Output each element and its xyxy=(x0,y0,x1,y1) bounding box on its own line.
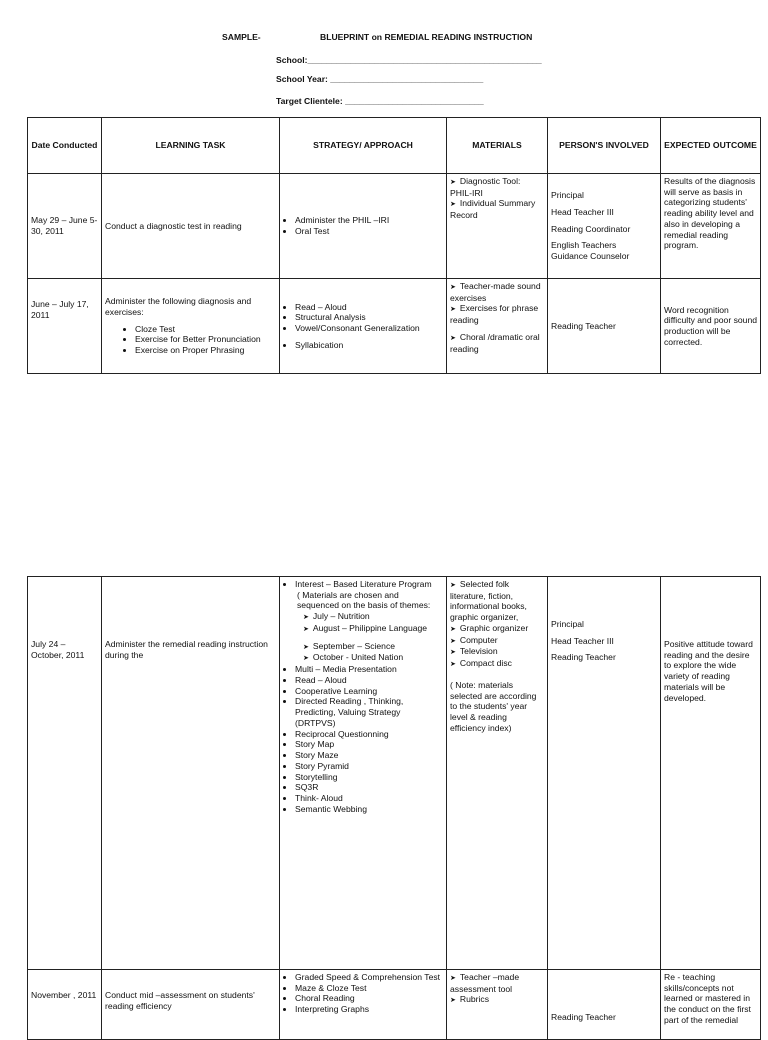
task-item: • Cloze Test xyxy=(135,324,276,335)
blueprint-table-2 xyxy=(27,576,761,1040)
strategy-item: • Oral Test xyxy=(295,226,443,237)
outcome-cell: Re - teaching skills/concepts not learned or mastered in the conduct on the first part of the remedial xyxy=(661,970,761,1040)
task-cell: Conduct a diagnostic test in reading xyxy=(102,174,280,279)
date-cell: May 29 – June 5- 30, 2011 xyxy=(28,174,102,279)
person-item: Principal xyxy=(551,619,584,629)
date-cell: November , 2011 xyxy=(28,970,102,1040)
table-row xyxy=(28,970,761,1040)
strategy-note: ( Materials are chosen and sequenced on the basis of themes: xyxy=(297,589,431,611)
strategy-cell xyxy=(280,279,447,374)
strategy-item: • Maze & Cloze Test xyxy=(295,983,443,994)
person-item: Reading Coordinator xyxy=(551,223,631,234)
task-text: Administer the following diagnosis and exercises: xyxy=(105,296,252,317)
material-item: ➤ Compact disc xyxy=(450,658,544,670)
table-row xyxy=(28,279,761,374)
theme-item: ➤ July – Nutrition xyxy=(303,611,443,623)
task-cell: Administer the remedial reading instruction during the xyxy=(102,577,280,970)
strategy-item: • Semantic Webbing xyxy=(295,804,443,815)
strategy-item: • Cooperative Learning xyxy=(295,686,443,697)
material-item: ➤ Television xyxy=(450,646,544,658)
persons-cell: Reading Teacher xyxy=(548,970,661,1040)
material-item: ➤ Computer xyxy=(450,635,544,647)
person-item: English Teachers xyxy=(551,240,617,251)
task-cell xyxy=(102,279,280,374)
strategy-item: • Syllabication xyxy=(295,340,443,351)
school-field: School:_________________________________________________ xyxy=(276,55,542,65)
sample-label: SAMPLE- xyxy=(222,32,261,42)
strategy-item: • Interest – Based Literature Program xyxy=(295,579,443,590)
materials-cell xyxy=(447,970,548,1040)
outcome-cell: Positive attitude toward reading and the desire to explore the wide variety of reading materials will be developed. xyxy=(661,577,761,970)
material-item: ➤ Teacher –made assessment tool xyxy=(450,972,544,994)
theme-item: ➤ October - United Nation xyxy=(303,652,443,664)
table-row xyxy=(28,174,761,279)
outcome-cell: Word recognition difficulty and poor sound production will be corrected. xyxy=(661,279,761,374)
col-header-materials: MATERIALS xyxy=(447,118,548,174)
strategy-item: • Story Map xyxy=(295,739,443,750)
col-header-date: Date Conducted xyxy=(28,118,102,174)
persons-cell xyxy=(548,174,661,279)
col-header-task: LEARNING TASK xyxy=(102,118,280,174)
material-item: ➤ Exercises for phrase reading xyxy=(450,303,544,325)
document-title: BLUEPRINT on REMEDIAL READING INSTRUCTION xyxy=(320,32,533,42)
theme-item: ➤ September – Science xyxy=(303,641,443,653)
strategy-item: • Story Maze xyxy=(295,750,443,761)
material-item: ➤ Selected folk literature, fiction, informational books, graphic organizer, xyxy=(450,579,544,623)
strategy-item: • SQ3R xyxy=(295,782,443,793)
col-header-strategy: STRATEGY/ APPROACH xyxy=(280,118,447,174)
task-cell: Conduct mid –assessment on students' reading efficiency xyxy=(102,970,280,1040)
person-item: Head Teacher III xyxy=(551,635,614,646)
materials-cell xyxy=(447,174,548,279)
table-header-row xyxy=(28,118,761,174)
strategy-item: • Storytelling xyxy=(295,772,443,783)
task-item: • Exercise on Proper Phrasing xyxy=(135,345,276,356)
material-item: ➤ Diagnostic Tool: PHIL-IRI xyxy=(450,176,544,198)
strategy-item: • Vowel/Consonant Generalization xyxy=(295,323,443,334)
strategy-item: • Multi – Media Presentation xyxy=(295,664,443,675)
date-cell: July 24 – October, 2011 xyxy=(28,577,102,970)
materials-cell xyxy=(447,279,548,374)
col-header-persons: PERSON'S INVOLVED xyxy=(548,118,661,174)
strategy-item: • Structural Analysis xyxy=(295,312,443,323)
strategy-cell xyxy=(280,970,447,1040)
persons-cell xyxy=(548,577,661,970)
outcome-cell: Results of the diagnosis will serve as basis in categorizing students' reading ability level and also in developing a remedial reading program. xyxy=(661,174,761,279)
strategy-item: • Choral Reading xyxy=(295,993,443,1004)
strategy-cell xyxy=(280,577,447,970)
persons-cell: Reading Teacher xyxy=(548,279,661,374)
person-item: Reading Teacher xyxy=(551,652,616,663)
strategy-item: • Directed Reading , Thinking, Predicting, Valuing Strategy (DRTPVS) xyxy=(295,696,443,728)
strategy-item: • Read – Aloud xyxy=(295,675,443,686)
person-item: Head Teacher III xyxy=(551,206,614,217)
strategy-item: • Graded Speed & Comprehension Test xyxy=(295,972,443,983)
material-item: ➤ Teacher-made sound exercises xyxy=(450,281,544,303)
strategy-item: • Interpreting Graphs xyxy=(295,1004,443,1015)
material-item: ➤ Graphic organizer xyxy=(450,623,544,635)
strategy-item: • Administer the PHIL –IRI xyxy=(295,215,443,226)
materials-cell xyxy=(447,577,548,970)
target-clientele-field: Target Clientele: _____________________________ xyxy=(276,96,484,106)
strategy-item: • Think- Aloud xyxy=(295,793,443,804)
strategy-item: • Reciprocal Questionning xyxy=(295,729,443,740)
col-header-outcome: EXPECTED OUTCOME xyxy=(661,118,761,174)
person-item: Guidance Counselor xyxy=(551,251,630,262)
table-row xyxy=(28,577,761,970)
materials-note: ( Note: materials selected are according to the students' year level & reading efficiency index) xyxy=(450,679,537,733)
theme-item: ➤ August – Philippine Language xyxy=(303,623,443,635)
date-cell: June – July 17, 2011 xyxy=(28,279,102,374)
strategy-item: • Read – Aloud xyxy=(295,302,443,313)
material-item: ➤ Choral /dramatic oral reading xyxy=(450,332,544,354)
strategy-cell xyxy=(280,174,447,279)
material-item: ➤ Rubrics xyxy=(450,994,544,1006)
material-item: ➤ Individual Summary Record xyxy=(450,198,544,220)
school-year-field: School Year: ________________________________ xyxy=(276,74,484,84)
person-item: Principal xyxy=(551,190,584,201)
strategy-item: • Story Pyramid xyxy=(295,761,443,772)
blueprint-table-1 xyxy=(27,117,761,374)
task-item: • Exercise for Better Pronunciation xyxy=(135,334,276,345)
